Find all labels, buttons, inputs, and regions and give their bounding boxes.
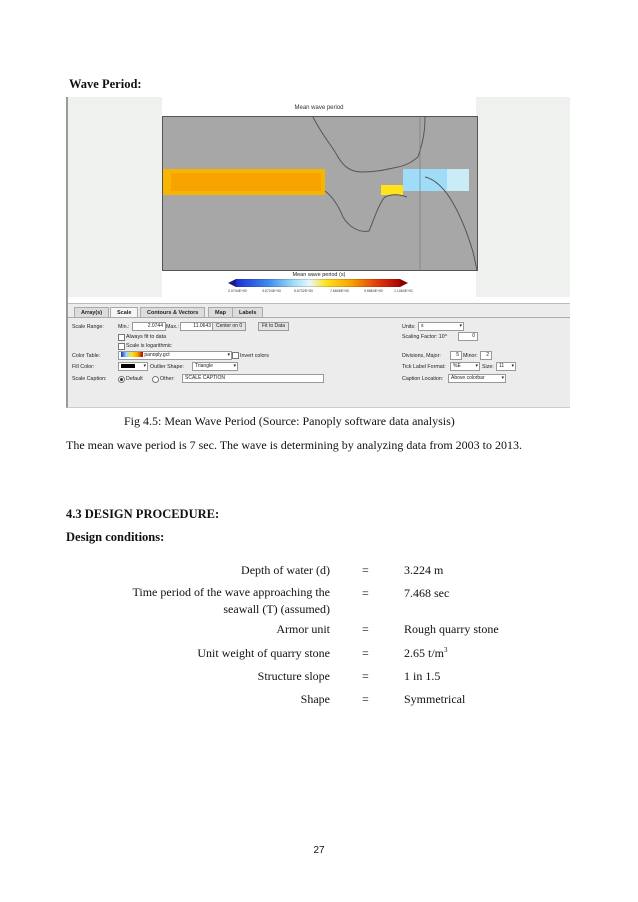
panoply-screenshot (66, 97, 570, 408)
units-select[interactable] (418, 322, 464, 331)
color-table-swatch (121, 352, 143, 357)
colorbar-title: Mean wave period (s) (292, 272, 346, 278)
max-input[interactable]: 11.0643 (180, 322, 214, 331)
wave-data-light-blue (447, 169, 469, 191)
condition-label (100, 584, 330, 618)
condition-label: Structure slope (257, 669, 330, 683)
units-label: Units: (402, 324, 416, 330)
mean-wave-period-paragraph: The mean wave period is 7 sec. The wave is determining by analyzing data from 2003 to 2013. (66, 438, 522, 452)
chevron-down-icon: ▾ (511, 363, 514, 369)
subsection-heading: Design conditions: (66, 530, 165, 544)
scale-caption-label: Scale Caption: (72, 376, 107, 382)
chevron-down-icon: ▾ (143, 363, 146, 369)
colorbar-max-triangle (400, 279, 408, 287)
condition-label-line: Time period of the wave approaching the (132, 585, 330, 599)
chevron-down-icon: ▾ (475, 363, 478, 369)
fill-color-label: Fill Color: (72, 364, 95, 370)
chevron-down-icon: ▾ (233, 363, 236, 369)
minor-divisions-input[interactable]: 2 (480, 351, 492, 360)
colorbar-tick-6: 1.1064E+01 (394, 289, 413, 293)
condition-value: Symmetrical (404, 692, 466, 706)
tab-labels[interactable]: Labels (232, 307, 263, 318)
colorbar (228, 279, 408, 287)
condition-label: Depth of water (d) (241, 563, 330, 577)
tick-format-select[interactable] (450, 362, 480, 371)
chevron-down-icon: ▾ (227, 352, 230, 358)
caption-location-value: Above colorbar (451, 375, 485, 381)
condition-value (404, 646, 448, 661)
condition-value: 3.224 m (404, 563, 444, 577)
wave-period-heading: Wave Period: (69, 77, 142, 91)
invert-colors-checkbox[interactable] (232, 352, 239, 359)
tick-label-format-label: Tick Label Format: (402, 364, 446, 370)
outlier-shape-label: Outlier Shape: (150, 364, 184, 370)
other-caption-label: Other: (160, 376, 175, 382)
caption-location-select[interactable] (448, 374, 506, 383)
condition-equals: = (362, 692, 369, 706)
max-label: Max.: (166, 324, 179, 330)
tab-scale[interactable]: Scale (110, 307, 138, 318)
condition-equals: = (362, 622, 369, 636)
figure-background-left (68, 97, 162, 297)
always-fit-label: Always fit to data (126, 334, 167, 340)
fill-color-select[interactable] (118, 362, 148, 371)
condition-value: 7.468 sec (404, 586, 450, 600)
superscript: 3 (444, 646, 448, 654)
colorbar-gradient (236, 279, 400, 287)
colorbar-tick-3: 5.6732E+00 (294, 289, 313, 293)
units-value: s (421, 323, 424, 329)
colorbar-min-triangle (228, 279, 236, 287)
scaling-factor-label: Scaling Factor: 10^ (402, 334, 448, 340)
major-divisions-input[interactable]: 5 (450, 351, 462, 360)
wave-data-orange (171, 173, 321, 191)
figure-background-right (476, 97, 570, 297)
color-table-select[interactable] (118, 351, 232, 360)
tab-arrays[interactable]: Array(s) (74, 307, 109, 318)
fill-color-swatch (121, 364, 135, 368)
size-select[interactable] (496, 362, 516, 371)
divisions-major-label: Divisions, Major: (402, 353, 441, 359)
center-on-zero-button[interactable]: Center on 0 (212, 322, 246, 331)
color-table-value: panoply.gct (144, 352, 170, 358)
tab-divider (68, 317, 570, 318)
wave-data-yellow (381, 185, 403, 195)
colorbar-tick-2: 3.6724E+00 (262, 289, 281, 293)
chevron-down-icon: ▾ (459, 323, 462, 329)
colorbar-tick-1: 2.0744E+00 (228, 289, 247, 293)
condition-value-text: 2.65 t/m (404, 646, 445, 660)
condition-label-line: seawall (T) (assumed) (223, 602, 330, 616)
minor-label: Minor: (463, 353, 478, 359)
chevron-down-icon: ▾ (501, 375, 504, 381)
always-fit-checkbox[interactable] (118, 334, 125, 341)
scaling-factor-input[interactable]: 0 (458, 332, 478, 341)
color-table-label: Color Table: (72, 353, 101, 359)
colorbar-tick-5: 9.5864E+00 (364, 289, 383, 293)
min-input[interactable]: 2.0744 (132, 322, 166, 331)
page-number: 27 (313, 845, 325, 856)
caption-location-label: Caption Location: (402, 376, 444, 382)
logarithmic-label: Scale is logarithmic (126, 343, 172, 349)
condition-label: Shape (300, 692, 330, 706)
size-value: 11 (499, 363, 505, 369)
outlier-shape-value: Triangle (195, 363, 213, 369)
default-caption-label: Default (126, 376, 143, 382)
section-heading: 4.3 DESIGN PROCEDURE: (66, 507, 220, 521)
map-plot (162, 116, 478, 271)
scale-settings-panel (68, 303, 570, 408)
scale-caption-input[interactable]: SCALE CAPTION (182, 374, 324, 383)
invert-colors-label: Invert colors (240, 353, 269, 359)
condition-equals: = (362, 646, 369, 660)
condition-value: Rough quarry stone (404, 622, 499, 636)
min-label: Min.: (118, 324, 130, 330)
other-caption-radio[interactable] (152, 376, 159, 383)
tab-contours-vectors[interactable]: Contours & Vectors (140, 307, 205, 318)
condition-value: 1 in 1.5 (404, 669, 441, 683)
size-label: Size: (482, 364, 494, 370)
fit-to-data-button[interactable]: Fit to Data (258, 322, 289, 331)
condition-label: Unit weight of quarry stone (197, 646, 330, 660)
figure-caption: Fig 4.5: Mean Wave Period (Source: Panoply software data analysis) (124, 414, 455, 428)
logarithmic-checkbox[interactable] (118, 343, 125, 350)
condition-label: Armor unit (276, 622, 330, 636)
tab-map[interactable]: Map (208, 307, 233, 318)
condition-equals: = (362, 669, 369, 683)
scale-range-label: Scale Range: (72, 324, 104, 330)
tick-format-value: %E (453, 363, 461, 369)
default-caption-radio[interactable] (118, 376, 125, 383)
condition-equals: = (362, 586, 369, 600)
plot-title: Mean wave period (294, 105, 344, 111)
outlier-shape-select[interactable] (192, 362, 238, 371)
colorbar-tick-4: 7.6606E+00 (330, 289, 349, 293)
condition-equals: = (362, 563, 369, 577)
